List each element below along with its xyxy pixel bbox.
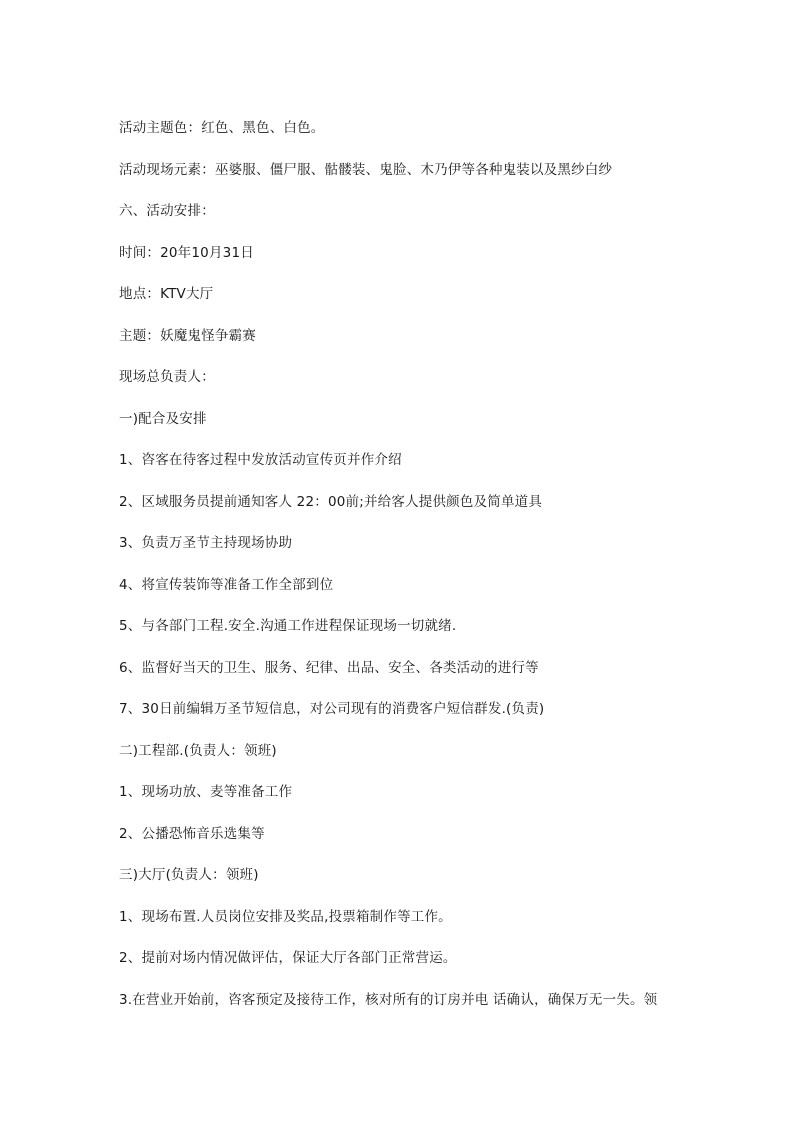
location-line: 地点：KTV大厅 (119, 286, 214, 302)
list-item: 1、现场功放、麦等准备工作 (119, 784, 293, 800)
list-item: 2、区域服务员提前通知客人 22：00前;并给客人提供颜色及简单道具 (119, 493, 543, 510)
list-item: 3.在营业开始前，咨客预定及接待工作，核对所有的订房并电 话确认，确保万无一失。领 (119, 991, 658, 1008)
list-item: 1、现场布置.人员岗位安排及奖品,投票箱制作等工作。 (119, 908, 452, 925)
scene-elements-line: 活动现场元素：巫婆服、僵尸服、骷髅装、鬼脸、木乃伊等各种鬼装以及黑纱白纱 (119, 161, 613, 178)
list-item: 1、咨客在待客过程中发放活动宣传页并作介绍 (119, 452, 402, 468)
subsection-heading-engineering: 二)工程部.(负责人：领班) (119, 742, 277, 759)
list-item: 5、与各部门工程.安全.沟通工作进程保证现场一切就绪. (119, 618, 457, 634)
list-item: 3、负责万圣节主持现场协助 (119, 535, 293, 551)
theme-colors-line: 活动主题色：红色、黑色、白色。 (119, 120, 325, 136)
list-item: 4、将宣传装饰等准备工作全部到位 (119, 576, 334, 593)
list-item: 6、监督好当天的卫生、服务、纪律、出品、安全、各类活动的进行等 (119, 659, 539, 676)
subsection-heading-coordination: 一)配合及安排 (119, 410, 207, 427)
document-body (119, 117, 699, 1030)
time-line: 时间：20年10月31日 (119, 244, 254, 261)
theme-line: 主题：妖魔鬼怪争霸赛 (119, 327, 256, 344)
list-item: 7、30日前编辑万圣节短信息，对公司现有的消费客户短信群发.(负责) (119, 701, 545, 717)
list-item: 2、公播恐怖音乐选集等 (119, 825, 265, 842)
section-heading-arrangement: 六、活动安排： (119, 203, 215, 219)
general-manager-line: 现场总负责人： (119, 369, 215, 385)
list-item: 2、提前对场内情况做评估，保证大厅各部门正常营运。 (119, 950, 457, 966)
subsection-heading-hall: 三)大厅(负责人：领班) (119, 867, 259, 883)
